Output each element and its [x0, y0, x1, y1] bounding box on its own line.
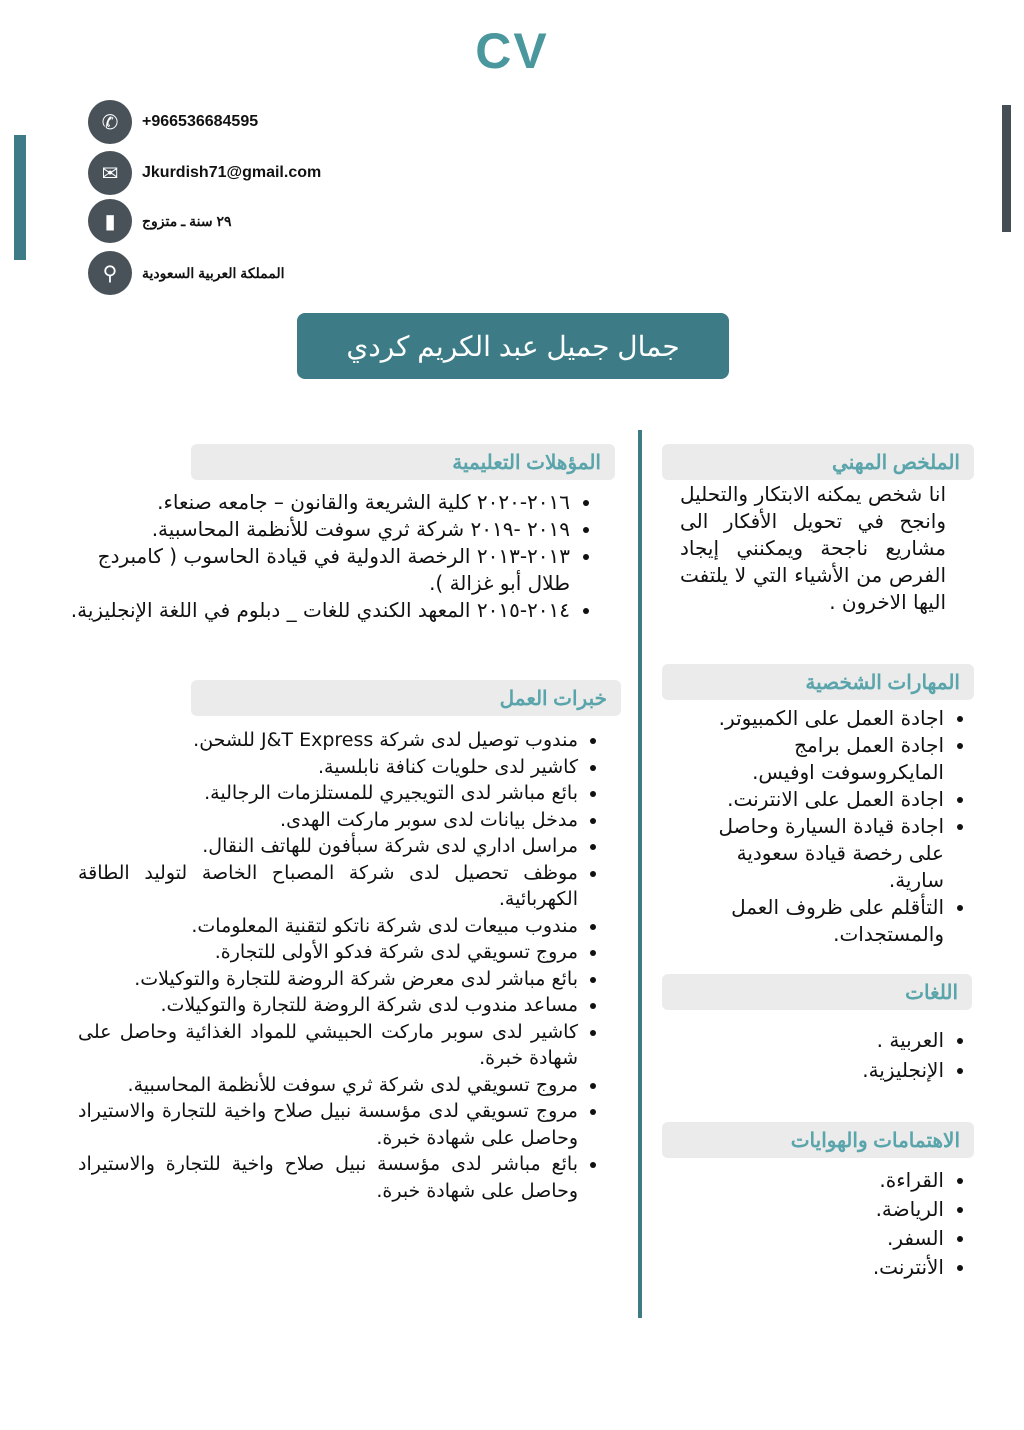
education-item: • ٢٠١٣-٢٠١٣ الرخصة الدولية في قيادة الحاسوب ( كامبردج طلال أبو غزالة ).	[50, 543, 570, 597]
experience-item: • مندوب مبيعات لدى شركة ناتكو لتقنية المعلومات.	[78, 913, 578, 940]
education-heading: المؤهلات التعليمية	[191, 444, 615, 480]
age-status: ٢٩ سنة ـ متزوج	[142, 212, 232, 229]
mail-icon: ✉	[88, 151, 132, 195]
full-name: جمال جميل عبد الكريم كردي	[297, 313, 729, 379]
skill-item: • التأقلم على ظروف العمل والمستجدات.	[680, 894, 944, 948]
skill-item: • اجادة العمل على الكمبيوتر.	[680, 705, 944, 732]
language-item: • العربية .	[680, 1025, 944, 1055]
phone-icon: ✆	[88, 100, 132, 144]
hobbies-heading: الاهتمامات والهوايات	[662, 1122, 974, 1158]
experience-item: • مندوب توصيل لدى شركة J&T Express للشحن.	[78, 727, 578, 754]
contact-age	[88, 199, 232, 243]
experience-item: • مراسل اداري لدى شركة سبأفون للهاتف النقال.	[78, 833, 578, 860]
skills-heading: المهارات الشخصية	[662, 664, 974, 700]
hobbies-list	[680, 1166, 974, 1282]
hobby-item: • السفر.	[680, 1224, 944, 1253]
email-address: Jkurdish71@gmail.com	[142, 164, 322, 181]
experience-item: • كاشير لدى حلويات كنافة نابلسية.	[78, 754, 578, 781]
hobby-item: • الرياضة.	[680, 1195, 944, 1224]
contact-location	[88, 251, 285, 295]
summary-heading: الملخص المهني	[662, 444, 974, 480]
experience-item: • مروج تسويقي لدى شركة ثري سوفت للأنظمة المحاسبية.	[78, 1072, 578, 1099]
summary-text: انا شخص يمكنه الابتكار والتحليل وانجح في تحويل الأفكار الى مشاريع ناجحة ويمكنني إيجاد الفرص من الأشياء التي لا يلتفت اليها الاخرون .	[680, 482, 946, 614]
cv-title: CV	[475, 23, 549, 79]
experience-item: • بائع مباشر لدى معرض شركة الروضة للتجارة والتوكيلات.	[78, 966, 578, 993]
column-divider	[638, 430, 642, 1318]
experience-item: • كاشير لدى سوبر ماركت الحبيشي للمواد الغذائية وحاصل على شهادة خبرة.	[78, 1019, 578, 1072]
skills-list	[680, 705, 974, 948]
skill-item: • اجادة العمل برامج المايكروسوفت اوفيس.	[680, 732, 944, 786]
experience-item: • مروج تسويقي لدى مؤسسة نبيل صلاح واخية للتجارة والاستيراد وحاصل على شهادة خبرة.	[78, 1098, 578, 1151]
experience-item: • بائع مباشر لدى التويجيري للمستلزمات الرجالية.	[78, 780, 578, 807]
person-icon: ▮	[88, 199, 132, 243]
decorative-bar-right	[1002, 105, 1011, 232]
experience-item: • موظف تحصيل لدى شركة المصباح الخاصة لتوليد الطاقة الكهربائية.	[78, 860, 578, 913]
education-list	[50, 489, 600, 624]
contact-phone	[88, 100, 258, 144]
experience-list	[78, 727, 608, 1204]
languages-list	[680, 1025, 974, 1085]
skill-item: • اجادة العمل على الانترنت.	[680, 786, 944, 813]
experience-item: • مروج تسويقي لدى شركة فدكو الأولى للتجارة.	[78, 939, 578, 966]
decorative-bar-left	[14, 135, 26, 260]
experience-item: • مساعد مندوب لدى شركة الروضة للتجارة والتوكيلات.	[78, 992, 578, 1019]
education-item: • ٢٠١٤-٢٠١٥ المعهد الكندي للغات _ دبلوم في اللغة الإنجليزية.	[50, 597, 570, 624]
phone-number: +966536684595	[142, 113, 259, 130]
experience-item: • مدخل بيانات لدى سوبر ماركت الهدى.	[78, 807, 578, 834]
language-item: • الإنجليزية.	[680, 1055, 944, 1085]
experience-item: • بائع مباشر لدى مؤسسة نبيل صلاح واخية للتجارة والاستيراد وحاصل على شهادة خبرة.	[78, 1151, 578, 1204]
location: المملكة العربية السعودية	[142, 264, 285, 281]
location-pin-icon: ⚲	[88, 251, 132, 295]
experience-heading: خبرات العمل	[191, 680, 621, 716]
skill-item: • اجادة قيادة السيارة وحاصل على رخصة قيادة سعودية سارية.	[680, 813, 944, 894]
hobby-item: • القراءة.	[680, 1166, 944, 1195]
hobby-item: • الأنترنت.	[680, 1253, 944, 1282]
contact-email	[88, 151, 321, 195]
education-item: • ٢٠١٦-٢٠٢٠ كلية الشريعة والقانون – جامعه صنعاء.	[50, 489, 570, 516]
languages-heading: اللغات	[662, 974, 972, 1010]
education-item: • ٢٠١٩ -٢٠١٩ شركة ثري سوفت للأنظمة المحاسبية.	[50, 516, 570, 543]
